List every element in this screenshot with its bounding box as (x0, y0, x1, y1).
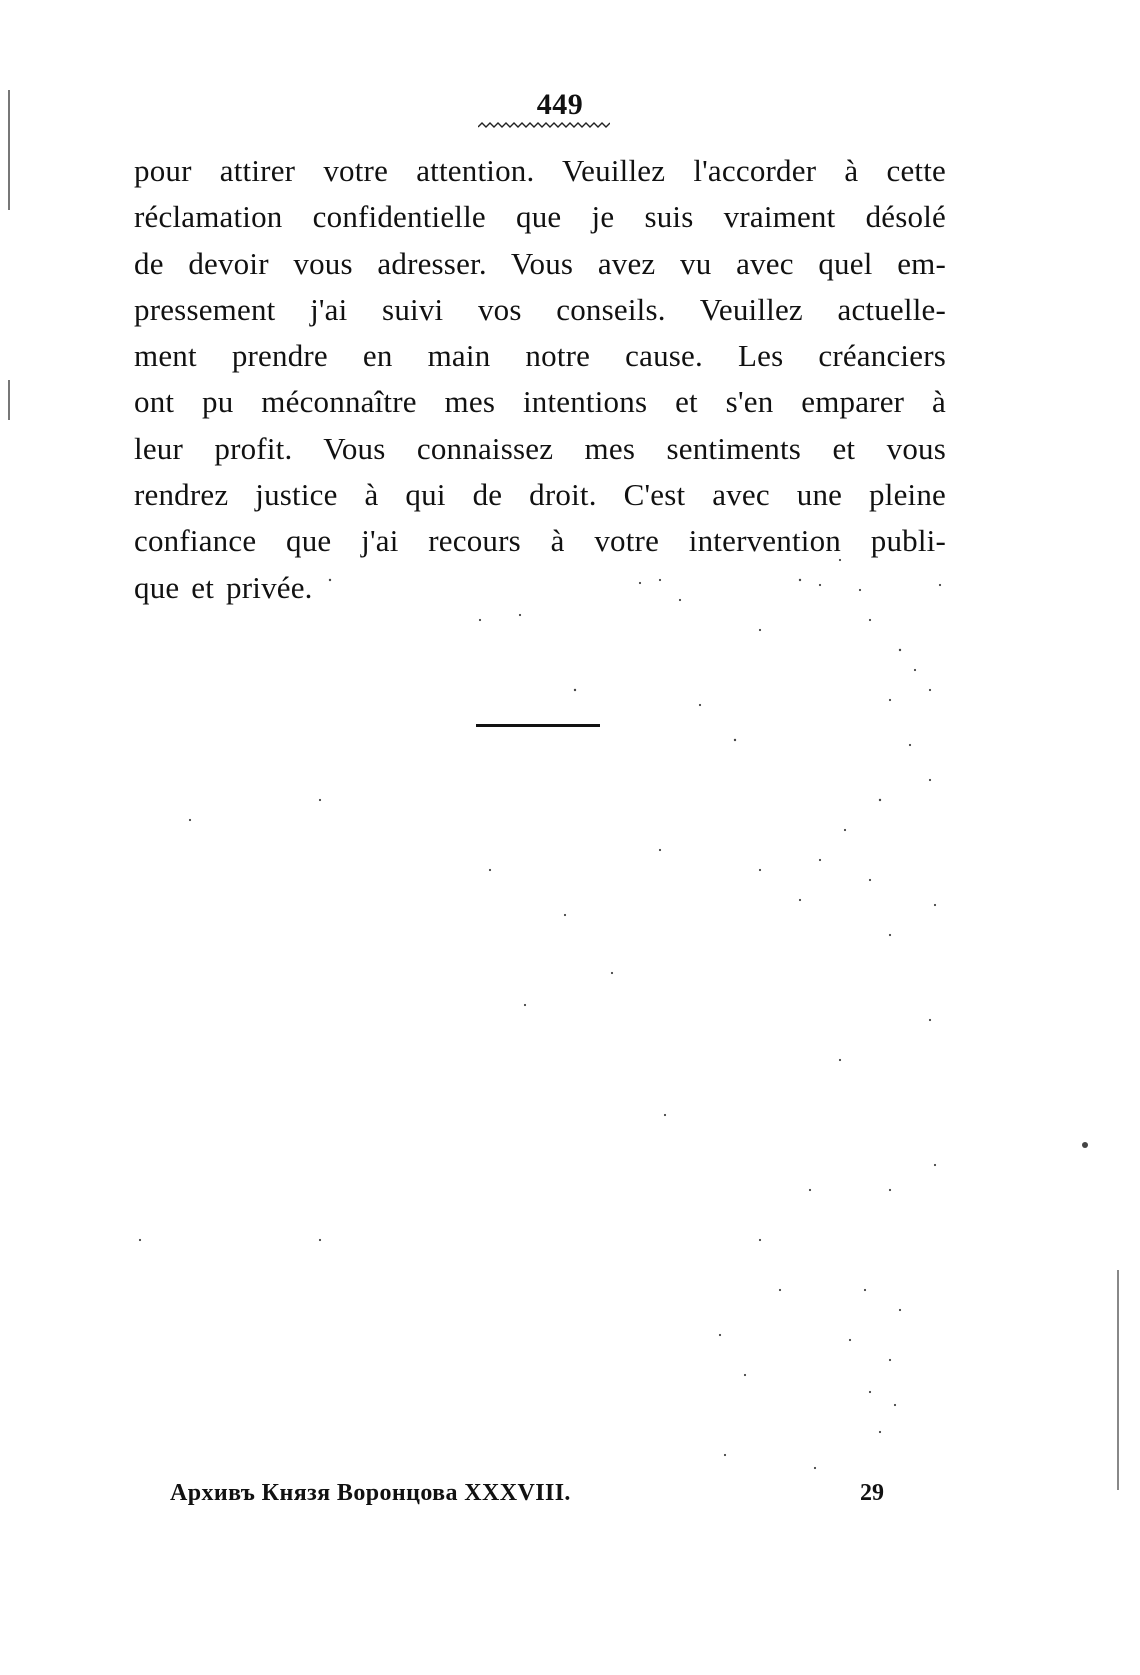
signature-mark: 29 (860, 1480, 884, 1506)
text-line: réclamation confidentielle que je suis vraiment désolé (134, 199, 946, 235)
text-line: pour attirer votre attention. Veuillez l'accorder à cette (134, 153, 946, 188)
text-line: de devoir vous adresser. Vous avez vu avec quel em- (134, 245, 946, 281)
page-number: 449 (536, 88, 584, 121)
text-line: ment prendre en main notre cause. Les créanciers (134, 338, 946, 374)
text-line: leur profit. Vous connaissez mes sentiments et vous (134, 430, 946, 466)
text-line: confiance que j'ai recours à votre intervention publi- (134, 523, 946, 559)
text-line: que et privée. (134, 569, 313, 605)
footer-title: Архивъ Князя Воронцова XXXVIII. (170, 1480, 571, 1506)
text-line: pressement j'ai suivi vos conseils. Veuillez actuelle- (134, 291, 946, 327)
text-line: ont pu méconnaître mes intentions et s'en emparer à (134, 384, 946, 420)
text-line: rendrez justice à qui de droit. C'est avec une pleine (134, 477, 946, 513)
